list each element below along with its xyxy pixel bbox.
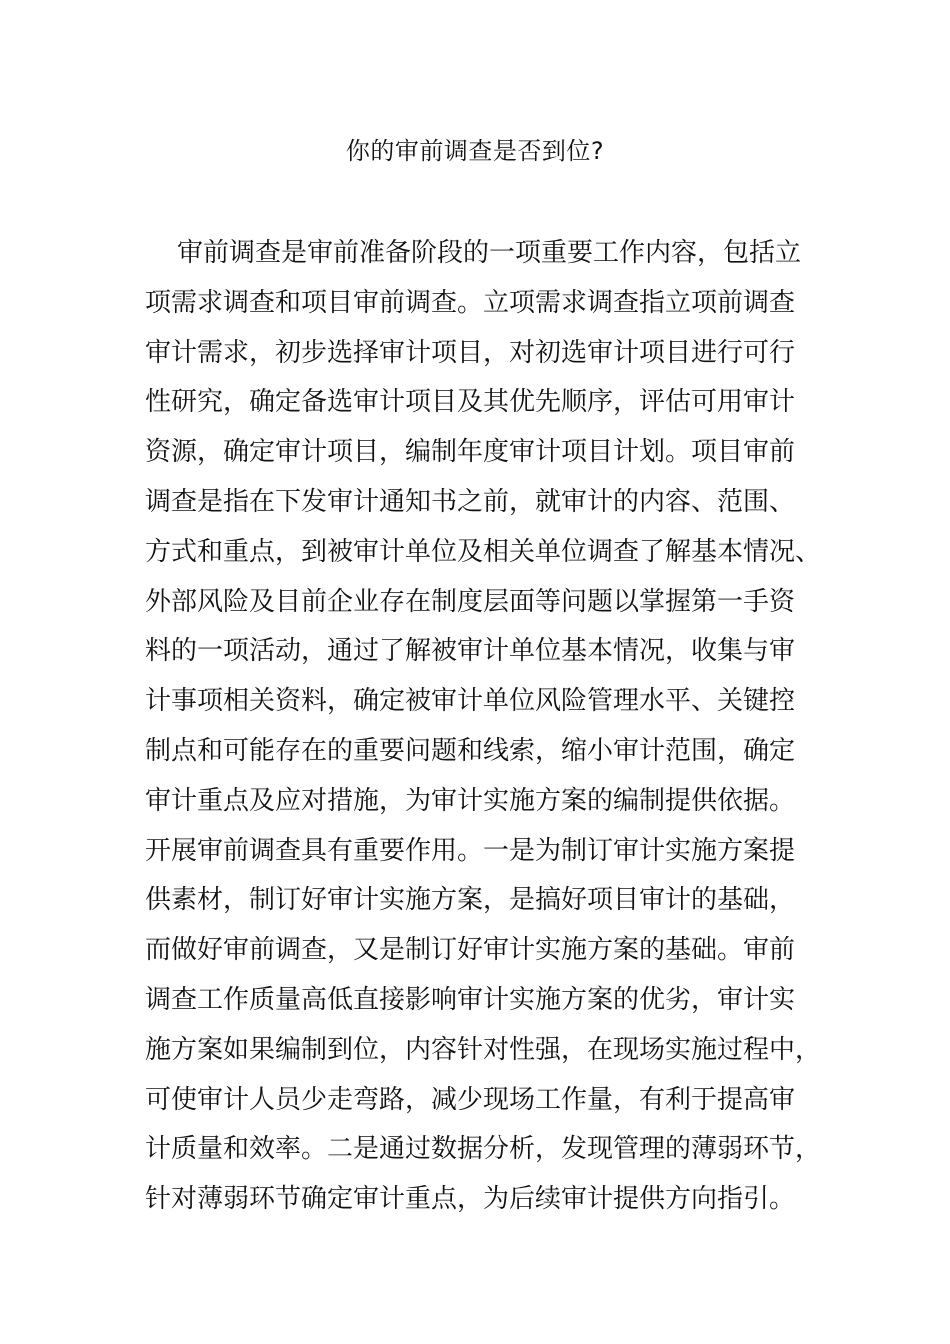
body-paragraph [145,229,822,1225]
text-line: 开展审前调查具有重要作用。一是为制订审计实施方案提 [145,835,796,866]
text-line: 性研究，确定备选审计项目及其优先顺序，评估可用审计 [145,387,796,418]
text-line: 施方案如果编制到位，内容针对性强，在现场实施过程中， [145,1034,822,1065]
text-line: 调查是指在下发审计通知书之前，就审计的内容、范围、 [145,486,796,517]
text-line: 可使审计人员少走弯路，减少现场工作量，有利于提高审 [145,1084,796,1115]
text-line: 项需求调查和项目审前调查。立项需求调查指立项前调查 [145,287,796,318]
text-line: 制点和可能存在的重要问题和线索，缩小审计范围，确定 [145,735,796,766]
text-line: 而做好审前调查，又是制订好审计实施方案的基础。审前 [145,935,796,966]
text-line: 审前调查是审前准备阶段的一项重要工作内容，包括立 [177,238,802,268]
text-line: 审计需求，初步选择审计项目，对初选审计项目进行可行 [145,337,796,368]
text-line: 调查工作质量高低直接影响审计实施方案的优劣，审计实 [145,984,796,1015]
text-line: 供素材，制订好审计实施方案，是搞好项目审计的基础， [145,885,796,916]
text-line: 资源，确定审计项目，编制年度审计项目计划。项目审前 [145,437,796,468]
text-line: 计事项相关资料，确定被审计单位风险管理水平、关键控 [145,686,796,717]
text-line: 审计重点及应对措施，为审计实施方案的编制提供依据。 [145,785,796,816]
document-title: 你的审前调查是否到位? [345,137,605,165]
text-line: 料的一项活动，通过了解被审计单位基本情况，收集与审 [145,636,796,667]
text-line: 计质量和效率。二是通过数据分析，发现管理的薄弱环节， [145,1134,822,1165]
text-line: 针对薄弱环节确定审计重点，为后续审计提供方向指引。 [145,1184,796,1215]
text-line: 外部风险及目前企业存在制度层面等问题以掌握第一手资 [145,586,796,617]
text-line: 方式和重点，到被审计单位及相关单位调查了解基本情况、 [145,536,822,567]
